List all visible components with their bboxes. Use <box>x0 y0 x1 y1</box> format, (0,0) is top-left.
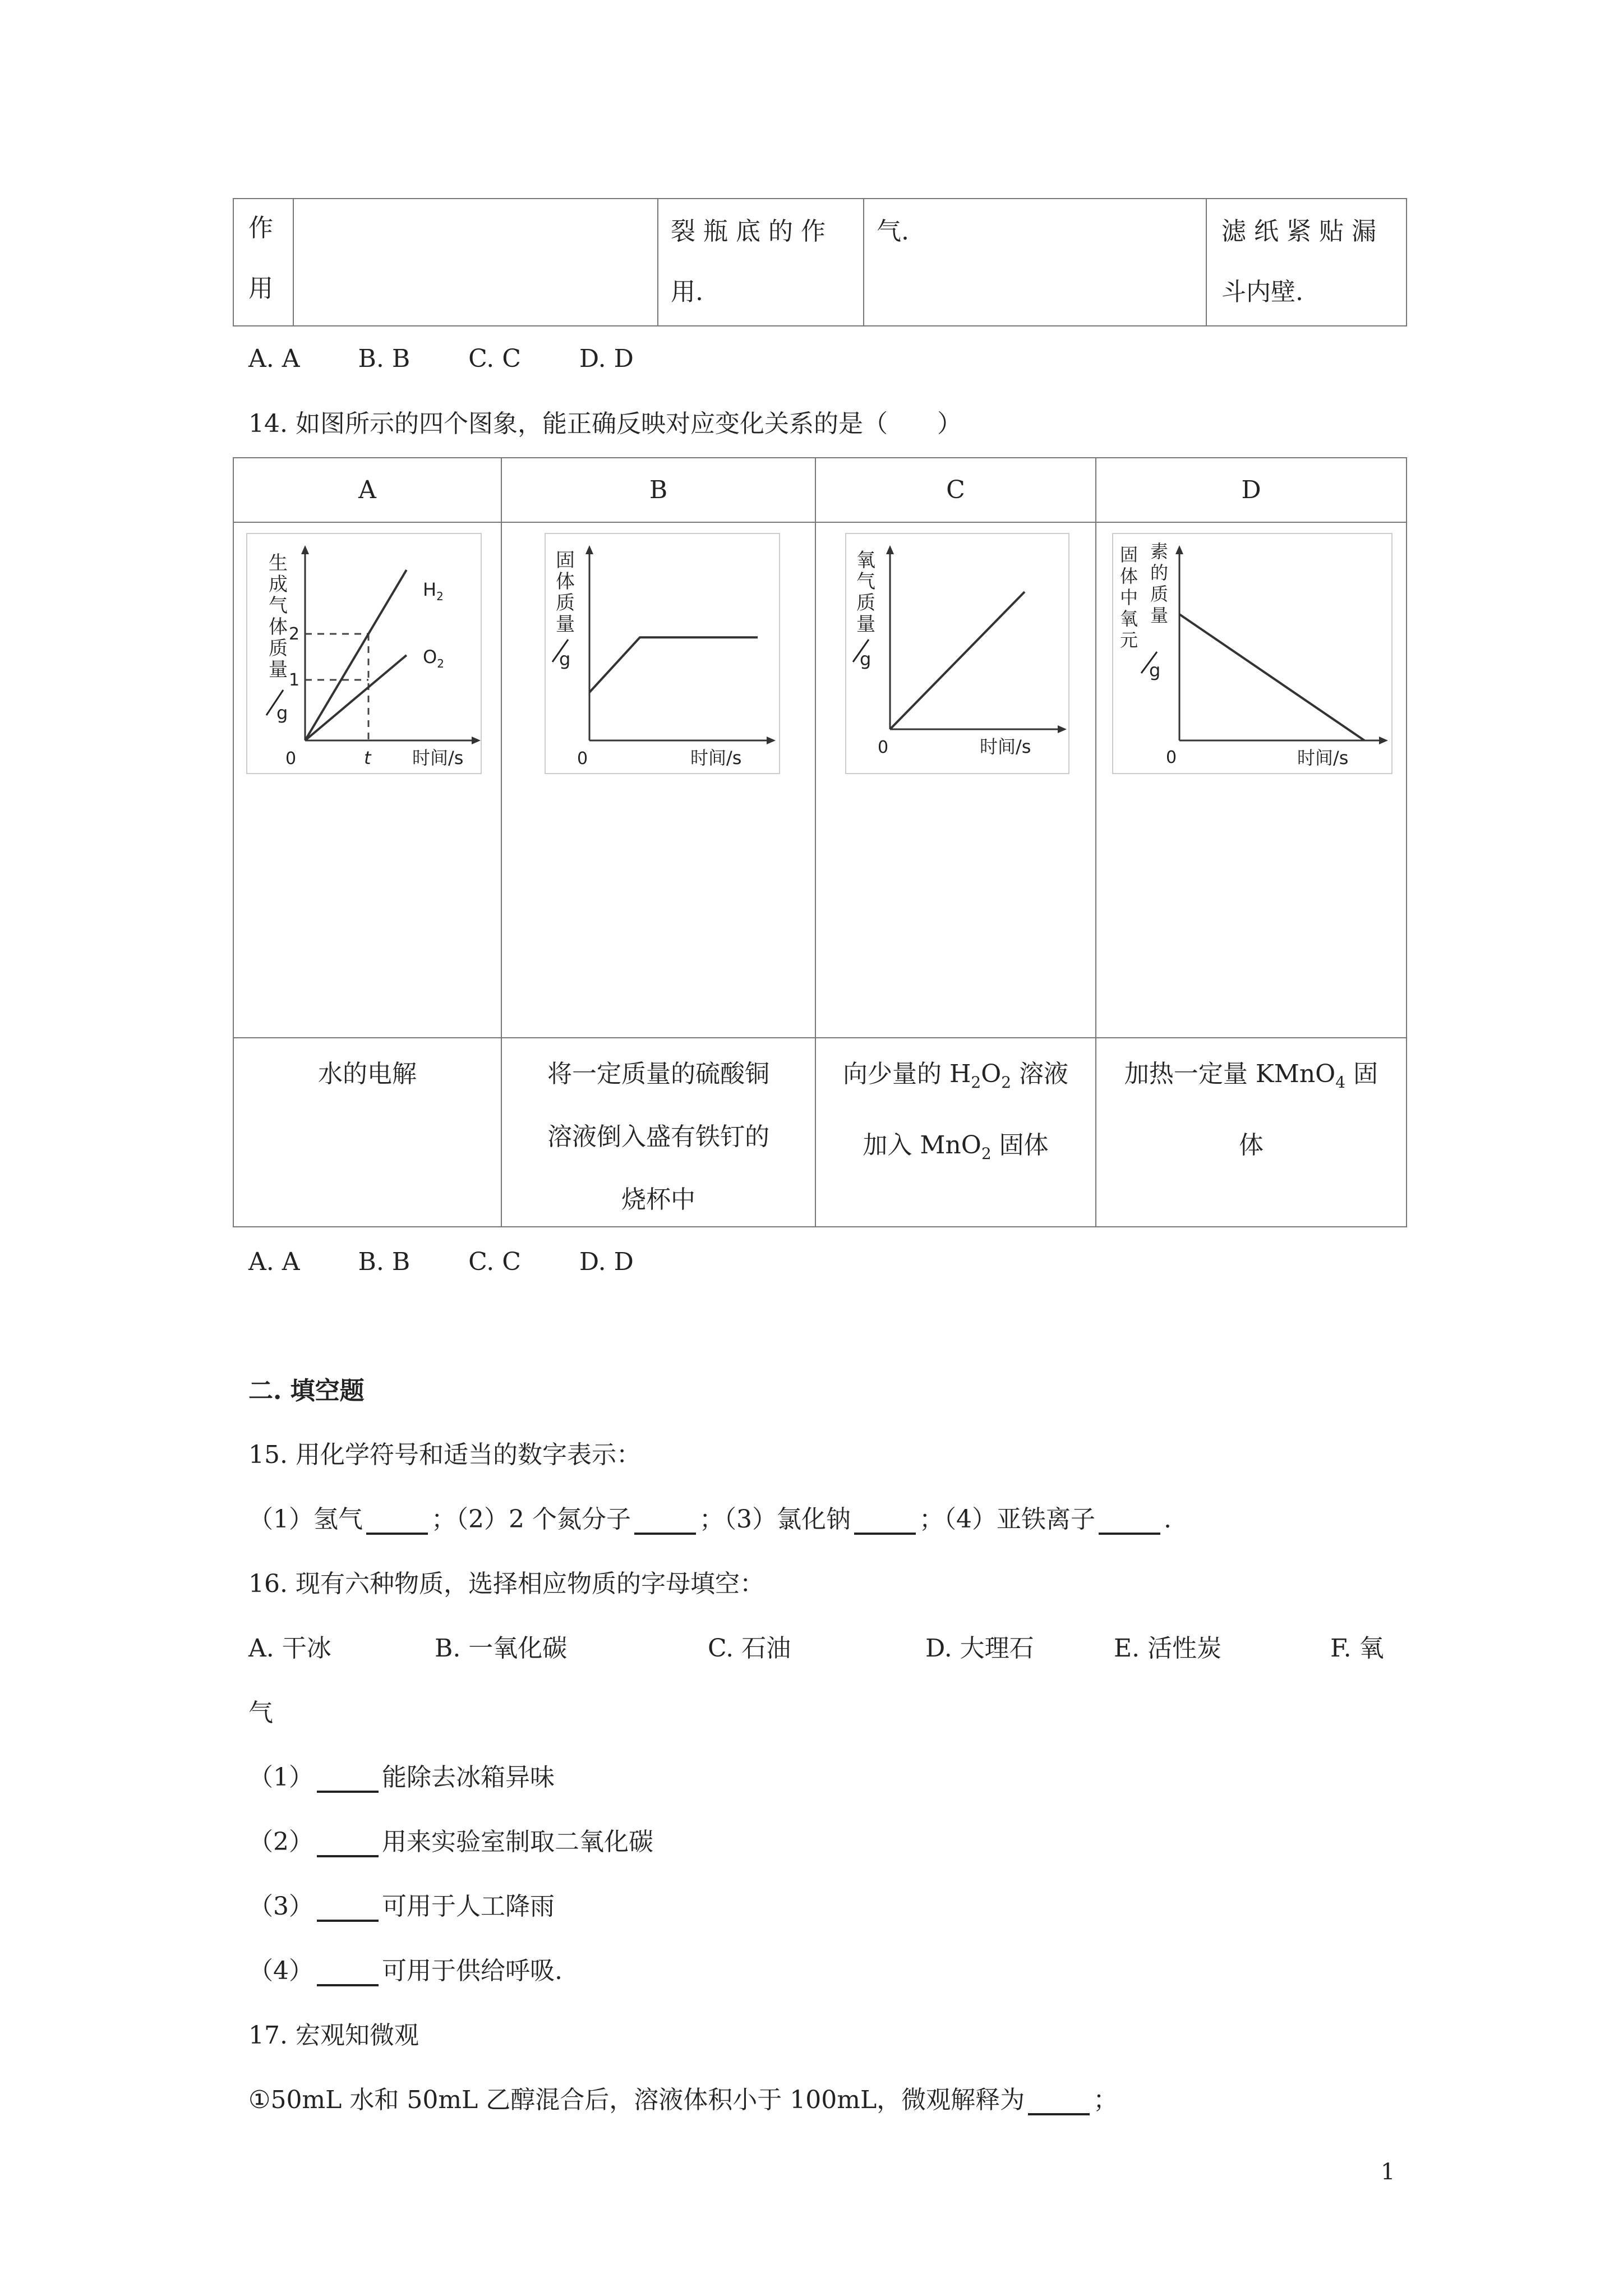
answer-blank[interactable] <box>366 1509 428 1535</box>
q16-choice-wrap: 气 <box>248 1699 273 1727</box>
chart-c <box>845 533 1095 774</box>
desc-a: 水的电解 <box>318 1060 417 1088</box>
desc-c-text: 向少量的 H <box>842 1060 971 1088</box>
q16-choice-b: B. 一氧化碳 <box>435 1634 568 1663</box>
chart-b-svg <box>545 533 780 774</box>
desc-cell-d <box>1096 1038 1407 1227</box>
chart-cell-d <box>1096 522 1407 1038</box>
answer-blank[interactable] <box>1099 1509 1160 1535</box>
y-label-1: 固 <box>1120 544 1138 565</box>
q13-options <box>248 344 634 374</box>
q14-options <box>248 1248 634 1277</box>
q15-item1: （1）氢气 <box>248 1505 363 1534</box>
q16-choice-a: A. 干冰 <box>248 1634 331 1663</box>
y-label-3: 中 <box>1120 587 1138 608</box>
cell-text-line2: 用. <box>671 278 703 306</box>
section-title: 二. 填空题 <box>248 1377 365 1405</box>
series-line-o2 <box>305 655 407 740</box>
y-label-unit: g <box>860 648 872 670</box>
row-label-line2: 用 <box>248 274 273 303</box>
x-axis-arrow <box>767 737 776 744</box>
option-c: C. C <box>468 1248 521 1276</box>
answer-blank[interactable] <box>317 1767 379 1793</box>
answer-blank[interactable] <box>317 1896 379 1922</box>
y-axis-arrow <box>301 545 309 554</box>
series-line-h2 <box>305 570 407 740</box>
y-label-unit: g <box>559 648 571 670</box>
series-line-0 <box>589 637 758 692</box>
q15-items <box>248 1505 1172 1535</box>
answer-blank[interactable] <box>1028 2090 1090 2115</box>
y-label-6: 素 <box>1150 541 1169 562</box>
desc-d-line1 <box>1096 1057 1406 1099</box>
y-label-9: 量 <box>1150 605 1169 626</box>
y-label-4: 量 <box>856 613 875 636</box>
y-axis-arrow <box>585 545 593 554</box>
subscript: 2 <box>981 1144 992 1163</box>
item-num: （1） <box>248 1763 313 1792</box>
y-label-4: 氧 <box>1120 608 1138 629</box>
item-text: 可用于供给呼吸. <box>382 1957 562 1985</box>
desc-b-line2: 溶液倒入盛有铁钉的 <box>547 1122 769 1151</box>
row-label-cell <box>233 199 293 326</box>
chart-a <box>246 533 501 774</box>
q16-choice-e: E. 活性炭 <box>1114 1634 1222 1663</box>
y-label-1: 固 <box>556 549 575 572</box>
desc-c-text: O <box>981 1060 1002 1088</box>
chart-cell-c <box>815 522 1096 1038</box>
x-label: 时间/s <box>980 736 1031 757</box>
chart-a-svg <box>246 533 482 774</box>
subscript: 2 <box>971 1073 981 1092</box>
q15-item2: ；（2）2 个氮分子 <box>431 1505 631 1534</box>
x-axis-arrow <box>1379 737 1388 744</box>
option-b: B. B <box>358 344 411 373</box>
series-o2-label: $O_2$ <box>423 646 444 670</box>
desc-d-text: 固 <box>1345 1060 1378 1088</box>
q15-stem: 15. 用化学符号和适当的数字表示： <box>248 1441 641 1469</box>
page-number: 1 <box>1381 2159 1395 2185</box>
y-label-3: 质 <box>556 592 575 614</box>
q16-stem: 16. 现有六种物质，选择相应物质的字母填空： <box>248 1570 764 1598</box>
q16-choice-c: C. 石油 <box>708 1634 791 1663</box>
desc-c-line1 <box>816 1057 1095 1099</box>
q15-end: . <box>1163 1505 1172 1534</box>
tick-2: 2 <box>289 624 300 644</box>
q16-item4 <box>248 1957 562 1986</box>
answer-blank[interactable] <box>634 1509 696 1535</box>
subscript: 2 <box>1001 1073 1012 1092</box>
option-d: D. D <box>579 344 634 373</box>
chart-c-svg <box>845 533 1069 774</box>
desc-c-line2 <box>816 1129 1095 1171</box>
answer-blank[interactable] <box>317 1832 379 1857</box>
x-axis-arrow <box>1058 725 1067 733</box>
q14-table <box>233 457 1407 1227</box>
q15-item3: ；（3）氯化钠 <box>699 1505 851 1534</box>
item-num: （4） <box>248 1957 313 1985</box>
desc-c-text: 固体 <box>991 1130 1049 1159</box>
tick-1: 1 <box>289 670 300 690</box>
series-line-0 <box>1179 614 1364 740</box>
desc-d-line2: 体 <box>1239 1130 1264 1159</box>
tick-0: 0 <box>577 749 588 769</box>
y-label-unit: g <box>276 702 288 724</box>
header-a: A <box>233 458 501 522</box>
q14-question: 14. 如图所示的四个图象，能正确反映对应变化关系的是（ ） <box>248 409 962 438</box>
option-a: A. A <box>248 344 300 373</box>
y-label-1: 氧 <box>856 549 875 572</box>
desc-c-text: 溶液 <box>1011 1060 1069 1088</box>
header-d: D <box>1096 458 1407 522</box>
bottle-bottom-cell <box>658 199 864 326</box>
item-num: （3） <box>248 1892 313 1921</box>
x-label: 时间/s <box>1297 747 1349 769</box>
chart-d-svg <box>1112 533 1393 774</box>
y-label-2: 气 <box>856 570 875 593</box>
q17-stem: 17. 宏观知微观 <box>248 2021 419 2050</box>
tick-0: 0 <box>285 749 297 769</box>
option-a: A. A <box>248 1248 300 1276</box>
tick-0: 0 <box>1166 748 1177 767</box>
desc-cell-c <box>815 1038 1096 1227</box>
q16-choice-d: D. 大理石 <box>925 1634 1034 1663</box>
cell-text-gas: 气. <box>877 217 909 246</box>
y-label-2: 体 <box>556 570 575 593</box>
chart-cell-a <box>233 522 501 1038</box>
q16-choice-f: F. 氧 <box>1330 1634 1384 1663</box>
tick-t: t <box>364 747 371 769</box>
y-label-2: 成 <box>269 573 288 596</box>
y-label-6: 量 <box>269 659 288 681</box>
empty-cell <box>293 199 658 326</box>
desc-cell-b <box>501 1038 815 1227</box>
q15-item4: ；（4）亚铁离子 <box>919 1505 1095 1534</box>
desc-b-line3: 烧杯中 <box>621 1185 695 1214</box>
chart-cell-b <box>501 522 815 1038</box>
q13-table-continuation <box>233 198 1407 326</box>
y-label-5: 质 <box>269 637 288 660</box>
q16-item1 <box>248 1763 555 1793</box>
item-text: 可用于人工降雨 <box>382 1892 555 1921</box>
series-line-0 <box>890 592 1025 729</box>
y-label-1: 生 <box>269 552 288 574</box>
q17-item1-end: ； <box>1093 2086 1118 2114</box>
desc-b-line1: 将一定质量的硫酸铜 <box>547 1060 769 1088</box>
item-num: （2） <box>248 1828 313 1856</box>
option-d: D. D <box>579 1248 634 1276</box>
cell-text-line1: 裂 瓶 底 的 作 <box>671 217 826 246</box>
chart-d <box>1112 533 1406 774</box>
x-label: 时间/s <box>690 747 742 769</box>
subscript: 4 <box>1335 1073 1346 1092</box>
y-label-4: 体 <box>269 616 288 638</box>
cell-text-line1: 滤 纸 紧 贴 漏 <box>1221 217 1376 246</box>
y-axis-arrow <box>1175 545 1183 554</box>
q16-item3 <box>248 1892 555 1922</box>
chart-b <box>545 533 815 774</box>
tick-0: 0 <box>878 738 889 757</box>
q17-item1-text: ①50mL 水和 50mL 乙醇混合后，溶液体积小于 100mL，微观解释为 <box>248 2086 1025 2114</box>
series-h2-label: $H_2$ <box>423 579 444 603</box>
y-label-8: 质 <box>1150 583 1169 605</box>
x-axis-arrow <box>472 737 481 744</box>
row-label-line1: 作 <box>248 214 273 242</box>
y-label-3: 气 <box>269 595 288 617</box>
answer-blank[interactable] <box>854 1509 916 1535</box>
y-label-2: 体 <box>1120 565 1138 587</box>
desc-cell-a <box>233 1038 501 1227</box>
item-text: 用来实验室制取二氧化碳 <box>382 1828 653 1856</box>
x-label: 时间/s <box>412 747 464 769</box>
option-c: C. C <box>468 344 521 373</box>
y-axis-arrow <box>886 545 894 554</box>
y-label-4: 量 <box>556 613 575 636</box>
header-c: C <box>815 458 1096 522</box>
y-label-5: 元 <box>1120 629 1138 651</box>
cell-text-line2: 斗内壁. <box>1221 278 1303 306</box>
y-label-7: 的 <box>1150 562 1169 583</box>
y-label-3: 质 <box>856 592 875 614</box>
q17-item1 <box>248 2086 1118 2115</box>
header-b: B <box>501 458 815 522</box>
item-text: 能除去冰箱异味 <box>382 1763 555 1792</box>
gas-cell <box>864 199 1206 326</box>
q16-item2 <box>248 1828 653 1857</box>
desc-c-text: 加入 MnO <box>863 1130 981 1159</box>
y-label-unit: g <box>1149 660 1161 681</box>
option-b: B. B <box>358 1248 411 1276</box>
answer-blank[interactable] <box>317 1961 379 1986</box>
filter-paper-cell <box>1206 199 1407 326</box>
desc-d-text: 加热一定量 KMnO <box>1124 1060 1336 1088</box>
